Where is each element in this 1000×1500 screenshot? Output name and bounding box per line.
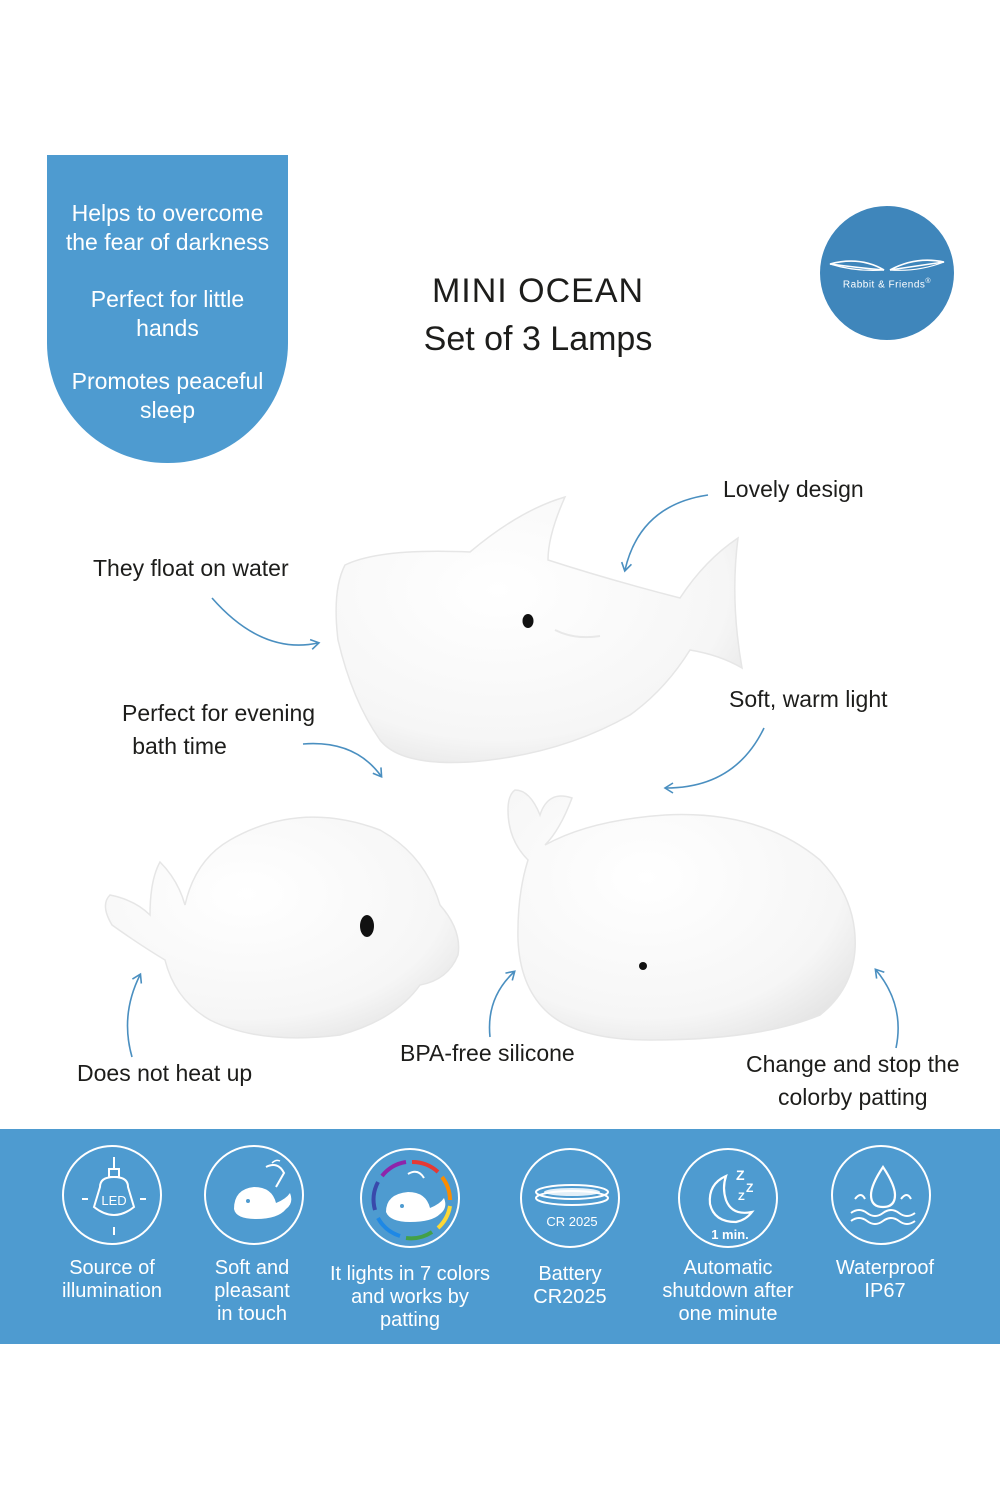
feature-label: and works by	[351, 1286, 469, 1308]
feature-label: Automatic	[683, 1257, 773, 1279]
beluga-eye	[360, 915, 374, 937]
benefit-line: hands	[136, 315, 199, 341]
arrow-heat	[128, 975, 141, 1057]
product-subtitle: Set of 3 Lamps	[423, 320, 653, 358]
feature-waterproof	[785, 1129, 985, 1344]
whale-eye	[639, 962, 647, 970]
feature-label: It lights in 7 colors	[329, 1263, 491, 1285]
feature-label: one minute	[678, 1303, 778, 1325]
svg-text:Z: Z	[738, 1191, 745, 1203]
arrow-soft	[666, 728, 764, 788]
shark-eye	[523, 614, 534, 628]
benefit-line: Promotes peaceful	[71, 368, 264, 394]
product-title: MINI OCEAN	[431, 272, 645, 310]
feature-label: IP67	[864, 1280, 906, 1302]
feature-label: CR2025	[533, 1286, 607, 1308]
arrow-float	[212, 598, 318, 645]
brand-name: Rabbit & Friends®	[842, 278, 932, 291]
feature-label: patting	[379, 1309, 441, 1331]
water-drop-icon	[831, 1145, 931, 1245]
sleep-moon-icon	[678, 1148, 778, 1248]
callout-line: Change and stop the	[746, 1051, 960, 1077]
svg-text:Z: Z	[736, 1167, 745, 1183]
svg-text:LED: LED	[101, 1193, 127, 1208]
callout-line: Perfect for evening	[122, 700, 316, 726]
feature-band	[0, 1129, 1000, 1344]
feature-label: illumination	[61, 1280, 163, 1302]
svg-text:CR 2025: CR 2025	[546, 1214, 598, 1229]
callout-color-patting	[746, 1048, 960, 1114]
benefit-line: the fear of darkness	[65, 229, 270, 255]
feature-label: pleasant	[214, 1280, 290, 1302]
arrow-color	[876, 970, 898, 1048]
benefit-line: sleep	[140, 397, 195, 423]
beluga-lamp	[105, 817, 458, 1038]
touch-whale-icon	[204, 1145, 304, 1245]
feature-label: Waterproof	[835, 1257, 935, 1279]
color-whale-icon	[360, 1148, 460, 1248]
feature-label: shutdown after	[662, 1280, 794, 1302]
callout-bath-time	[122, 697, 315, 763]
feature-label: Source of	[69, 1257, 155, 1279]
shark-lamp	[336, 497, 742, 763]
arrow-bpa	[490, 972, 515, 1037]
whale-lamp	[508, 790, 855, 1040]
callout-line: colorby patting	[777, 1084, 928, 1110]
callout-line: bath time	[132, 733, 227, 759]
feature-label: Battery	[538, 1263, 602, 1285]
feature-label: Soft and	[214, 1257, 290, 1279]
callout-soft-light: Soft, warm light	[729, 686, 888, 712]
callout-float: They float on water	[93, 555, 289, 581]
battery-icon	[520, 1148, 620, 1248]
svg-text:1 min.: 1 min.	[711, 1227, 749, 1242]
callout-lovely-design: Lovely design	[723, 476, 864, 502]
feature-label: in touch	[216, 1303, 288, 1325]
led-bulb-icon	[62, 1145, 162, 1245]
callout-no-heat: Does not heat up	[77, 1060, 253, 1086]
svg-text:Z: Z	[746, 1181, 754, 1195]
benefit-line: Helps to overcome	[71, 200, 264, 226]
arrow-lovely	[625, 495, 708, 570]
benefit-line: Perfect for little	[90, 286, 245, 312]
callout-bpa-free: BPA-free silicone	[400, 1040, 575, 1066]
